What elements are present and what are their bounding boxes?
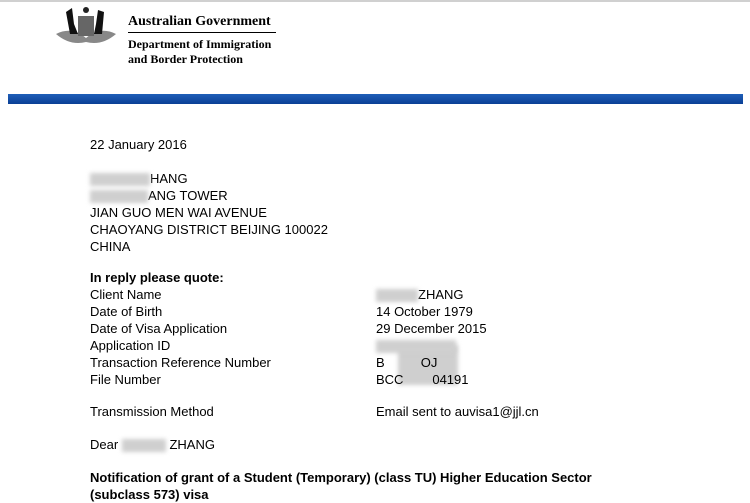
subject-line-1: Notification of grant of a Student (Temporary) (class TU) Higher Education Sector: [90, 470, 592, 485]
transmission-label: Transmission Method: [90, 404, 214, 419]
field-value: B OJ: [376, 355, 438, 370]
letter-date: 22 January 2016: [90, 137, 187, 152]
org-name: Australian Government: [128, 14, 271, 29]
reply-heading: In reply please quote:: [90, 270, 224, 285]
dept-line-2: and Border Protection: [128, 52, 243, 66]
transmission-value: Email sent to auvisa1@jjl.cn: [376, 404, 539, 419]
address-line-2: ANG TOWER: [90, 187, 228, 204]
dept-line-1: Department of Immigration: [128, 37, 272, 51]
header-blue-bar: [8, 94, 743, 104]
field-label: Date of Birth: [90, 304, 163, 319]
coat-of-arms-logo: [52, 4, 120, 54]
field-label: File Number: [90, 372, 161, 387]
department-name: [128, 37, 271, 67]
field-value: BCC 04191: [376, 372, 469, 387]
address-line-1: HANG: [90, 170, 188, 187]
address-line-4: CHAOYANG DISTRICT BEIJING 100022: [90, 222, 328, 237]
field-label: Date of Visa Application: [90, 321, 228, 336]
subject-line-2: (subclass 573) visa: [90, 487, 209, 502]
salutation: Dear ZHANG: [90, 437, 215, 452]
field-label: Application ID: [90, 338, 171, 353]
field-label: Client Name: [90, 287, 162, 302]
page-top-border: [0, 0, 750, 2]
address-line-3: JIAN GUO MEN WAI AVENUE: [90, 205, 267, 220]
address-line-5: CHINA: [90, 239, 131, 254]
field-value-redacted: [376, 337, 456, 354]
field-value: 29 December 2015: [376, 321, 487, 336]
field-label: Transaction Reference Number: [90, 355, 271, 370]
field-value: 14 October 1979: [376, 304, 473, 319]
field-value: ZHANG: [376, 286, 464, 303]
header-rule: [128, 32, 276, 33]
